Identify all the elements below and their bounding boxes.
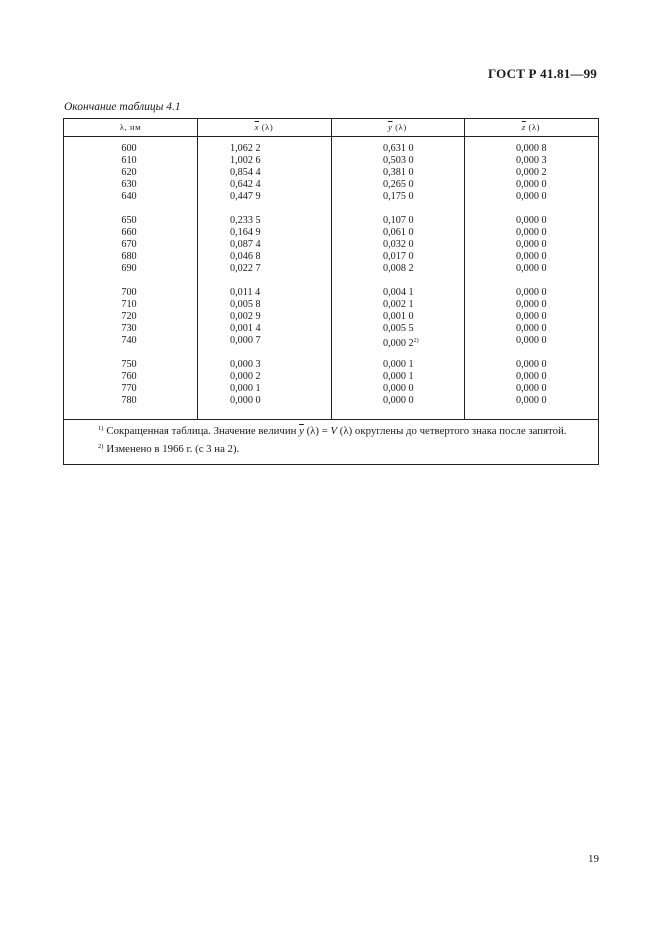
table-row	[64, 383, 598, 395]
cell-value: 0,004 1	[383, 287, 414, 298]
table-cell	[104, 311, 154, 323]
footnote-1-text: (λ) =	[303, 425, 331, 437]
footnote-1	[73, 421, 589, 439]
table-cell	[516, 239, 547, 251]
table-cell	[104, 299, 154, 311]
table-cell	[383, 371, 414, 383]
header-wavelength-label: λ, нм	[119, 122, 142, 132]
table-cell	[104, 287, 154, 299]
table-cell	[383, 299, 414, 311]
table-cell	[383, 287, 414, 299]
cell-value: 700	[121, 287, 137, 298]
header-z-lambda-label: (λ)	[525, 122, 541, 132]
cell-value: 0,642 4	[230, 179, 261, 190]
cell-value: 0,265 0	[383, 179, 414, 190]
cell-value: 740	[121, 335, 137, 346]
table-cell	[383, 167, 414, 179]
cell-value: 0,000 0	[516, 179, 547, 190]
footnote-2-mark: 2)	[98, 443, 104, 450]
cell-value: 600	[121, 143, 137, 154]
table-cell	[230, 311, 261, 323]
header-z-symbol: $\overline{z}$	[521, 122, 526, 132]
cell-value: 0,000 2	[516, 167, 547, 178]
cell-value: 0,503 0	[383, 155, 414, 166]
cell-value: 0,087 4	[230, 239, 261, 250]
cell-value: 710	[121, 299, 137, 310]
table-cell	[230, 191, 261, 203]
table-cell	[383, 263, 414, 275]
table-row	[64, 359, 598, 371]
table-cell	[104, 263, 154, 275]
cell-value: 0,000 0	[516, 359, 547, 370]
cell-value: 0,001 0	[383, 311, 414, 322]
table-cell	[516, 143, 547, 155]
table-cell	[230, 251, 261, 263]
cell-value: 0,005 8	[230, 299, 261, 310]
table-cell	[230, 395, 261, 407]
table-cell	[516, 371, 547, 383]
table-cell	[230, 239, 261, 251]
header-z-lambda	[464, 122, 598, 132]
cell-value: 0,000 0	[383, 383, 414, 394]
cell-value: 0,000 0	[516, 227, 547, 238]
header-y-symbol: $\overline{y}$	[388, 122, 393, 132]
cell-value: 0,061 0	[383, 227, 414, 238]
table-cell	[104, 155, 154, 167]
table-cell	[230, 359, 261, 371]
cell-value: 0,000 0	[230, 395, 261, 406]
cell-value: 0,000 0	[516, 371, 547, 382]
footnote-ref-mark: 2)	[413, 338, 419, 344]
table-row	[64, 227, 598, 239]
cell-value: 0,000 0	[516, 287, 547, 298]
cell-value: 0,000 0	[516, 215, 547, 226]
table-row	[64, 311, 598, 323]
table-row	[64, 371, 598, 383]
cell-value: 640	[121, 191, 137, 202]
footnote-2	[73, 439, 589, 457]
cell-value: 660	[121, 227, 137, 238]
cell-value: 0,000 8	[516, 143, 547, 154]
table-cell	[516, 323, 547, 335]
cell-value: 0,000 0	[516, 311, 547, 322]
cell-value: 0,447 9	[230, 191, 261, 202]
table-cell	[230, 155, 261, 167]
cell-value: 0,001 4	[230, 323, 261, 334]
cell-value: 0,022 7	[230, 263, 261, 274]
table-cell	[104, 251, 154, 263]
cell-value: 0,000 2	[383, 338, 414, 349]
footnote-1-text: (λ) округлены до четвертого знака после запятой.	[337, 425, 567, 437]
cell-value: 0,000 1	[383, 371, 414, 382]
table-cell	[516, 227, 547, 239]
table-cell	[104, 179, 154, 191]
cell-value: 610	[121, 155, 137, 166]
table-cell	[383, 383, 414, 395]
table-cell	[516, 155, 547, 167]
cell-value: 0,008 2	[383, 263, 414, 274]
cell-value: 0,000 0	[516, 263, 547, 274]
table-row	[64, 191, 598, 203]
cell-value: 0,000 0	[516, 395, 547, 406]
table-cell	[230, 383, 261, 395]
table-cell	[104, 167, 154, 179]
cell-value: 0,000 0	[383, 395, 414, 406]
cell-value: 780	[121, 395, 137, 406]
table-cell	[104, 359, 154, 371]
table-row	[64, 215, 598, 227]
table-caption: Окончание таблицы 4.1	[64, 101, 181, 113]
table-cell	[516, 299, 547, 311]
cell-value: 0,107 0	[383, 215, 414, 226]
footnote-1-mark: 1)	[98, 425, 104, 432]
table-row	[64, 143, 598, 155]
table-cell	[104, 215, 154, 227]
table-row	[64, 335, 598, 347]
table-cell	[230, 227, 261, 239]
cell-value: 0,005 5	[383, 323, 414, 334]
table-cell	[383, 323, 414, 335]
cell-value: 0,002 9	[230, 311, 261, 322]
footnote-1-y-symbol: $\overline{y}$	[299, 425, 304, 437]
table-cell	[516, 383, 547, 395]
data-table	[63, 118, 599, 465]
table-cell	[104, 371, 154, 383]
cell-value: 620	[121, 167, 137, 178]
table-cell	[516, 287, 547, 299]
cell-value: 0,046 8	[230, 251, 261, 262]
header-x-lambda	[197, 122, 331, 132]
cell-value: 0,000 0	[516, 299, 547, 310]
table-row	[64, 323, 598, 335]
table-row	[64, 287, 598, 299]
table-cell	[383, 179, 414, 191]
cell-value: 760	[121, 371, 137, 382]
table-cell	[230, 143, 261, 155]
cell-value: 0,381 0	[383, 167, 414, 178]
cell-value: 0,017 0	[383, 251, 414, 262]
cell-value: 0,000 3	[230, 359, 261, 370]
table-cell	[516, 251, 547, 263]
cell-value: 0,631 0	[383, 143, 414, 154]
cell-value: 0,000 0	[516, 191, 547, 202]
table-cell	[383, 359, 414, 371]
table-cell	[230, 335, 261, 347]
table-row	[64, 263, 598, 275]
cell-value: 0,000 0	[516, 335, 547, 346]
table-cell	[516, 395, 547, 407]
document-code: ГОСТ Р 41.81—99	[488, 66, 597, 81]
table-cell	[104, 239, 154, 251]
table-cell	[230, 263, 261, 275]
cell-value: 730	[121, 323, 137, 334]
table-cell	[104, 227, 154, 239]
table-cell	[516, 311, 547, 323]
cell-value: 690	[121, 263, 137, 274]
header-y-lambda-label: (λ)	[392, 122, 407, 132]
cell-value: 0,000 1	[383, 359, 414, 370]
table-row	[64, 155, 598, 167]
header-y-lambda	[331, 122, 464, 132]
footnote-2-text: Изменено в 1966 г. (с 3 на 2).	[106, 443, 240, 455]
table-cell	[516, 215, 547, 227]
table-cell	[516, 191, 547, 203]
table-cell	[383, 251, 414, 263]
cell-value: 750	[121, 359, 137, 370]
cell-value: 0,000 0	[516, 323, 547, 334]
cell-value: 0,000 2	[230, 371, 261, 382]
table-cell	[104, 143, 154, 155]
table-cell	[516, 335, 547, 347]
cell-value: 0,000 7	[230, 335, 261, 346]
table-cell	[230, 179, 261, 191]
cell-value: 630	[121, 179, 137, 190]
cell-value: 0,002 1	[383, 299, 414, 310]
cell-value: 0,233 5	[230, 215, 261, 226]
cell-value: 0,032 0	[383, 239, 414, 250]
cell-value: 1,002 6	[230, 155, 261, 166]
footnote-1-text: Сокращенная таблица. Значение величин	[106, 425, 300, 437]
cell-value: 1,062 2	[230, 143, 261, 154]
table-row	[64, 251, 598, 263]
table-cell	[383, 239, 414, 251]
table-row	[64, 395, 598, 407]
header-x-symbol: $\overline{x}$	[254, 122, 260, 132]
table-cell	[383, 227, 414, 239]
cell-value: 770	[121, 383, 137, 394]
cell-value: 720	[121, 311, 137, 322]
table-cell	[230, 323, 261, 335]
page-number: 19	[588, 853, 599, 865]
table-cell	[104, 395, 154, 407]
table-cell	[104, 191, 154, 203]
table-cell	[383, 143, 414, 155]
table-cell	[230, 215, 261, 227]
table-notes	[64, 419, 598, 457]
cell-value: 0,011 4	[230, 287, 261, 298]
cell-value: 0,000 3	[516, 155, 547, 166]
table-cell	[383, 335, 419, 350]
table-cell	[516, 179, 547, 191]
cell-value: 680	[121, 251, 137, 262]
table-cell	[230, 167, 261, 179]
header-wavelength	[64, 122, 197, 132]
table-cell	[383, 215, 414, 227]
footnote-1-v-symbol: V	[330, 425, 338, 437]
cell-value: 670	[121, 239, 137, 250]
table-cell	[104, 323, 154, 335]
table-row	[64, 167, 598, 179]
cell-value: 0,164 9	[230, 227, 261, 238]
table-cell	[516, 263, 547, 275]
table-cell	[516, 167, 547, 179]
cell-value: 0,175 0	[383, 191, 414, 202]
cell-value: 0,000 0	[516, 239, 547, 250]
table-cell	[230, 299, 261, 311]
table-cell	[230, 371, 261, 383]
table-cell	[383, 395, 414, 407]
cell-value: 0,000 1	[230, 383, 261, 394]
cell-value: 0,854 4	[230, 167, 261, 178]
table-row	[64, 299, 598, 311]
header-x-lambda-label: (λ)	[259, 122, 274, 132]
table-cell	[383, 311, 414, 323]
table-cell	[516, 359, 547, 371]
table-cell	[383, 155, 414, 167]
cell-value: 650	[121, 215, 137, 226]
table-row	[64, 179, 598, 191]
table-cell	[230, 287, 260, 299]
cell-value: 0,000 0	[516, 251, 547, 262]
table-cell	[383, 191, 414, 203]
table-cell	[104, 383, 154, 395]
table-row	[64, 239, 598, 251]
table-cell	[104, 335, 154, 347]
cell-value: 0,000 0	[516, 383, 547, 394]
